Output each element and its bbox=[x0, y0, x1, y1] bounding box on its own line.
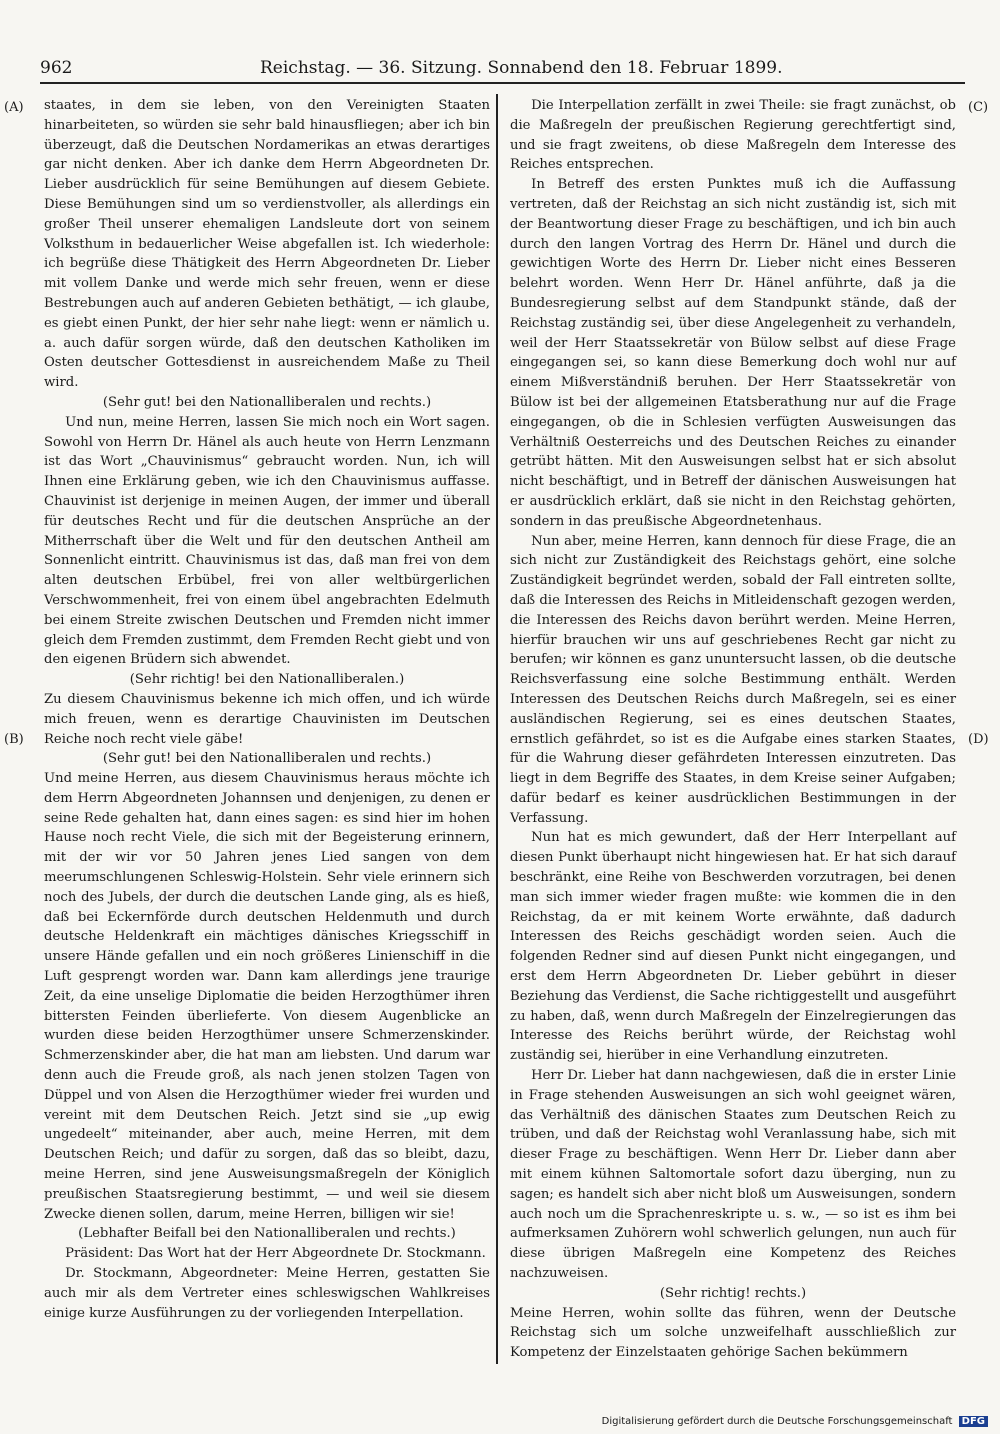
header-rule bbox=[40, 82, 965, 84]
paragraph: Meine Herren, wohin sollte das führen, wenn der Deutsche Reichstag sich um solche unzweifelhaft ausschließlich zur Kompetenz der Einzelstaaten gehörige Sachen bekümmern bbox=[510, 1305, 956, 1361]
margin-marker-d: (D) bbox=[968, 732, 989, 747]
paragraph: Und nun, meine Herren, lassen Sie mich noch ein Wort sagen. Sowohl von Herrn Dr. Hänel als auch heute von Herrn Lenzmann ist das Wort „Chauvinismus“ gebraucht worden. Nun, ich will Ihnen eine Erklärung geben, wie ich den Chauvinismus auffasse. Chauvinist ist derjenige in meinen Augen, der immer und überall für deutsches Recht und für die deutschen Ansprüche an der Mitherrschaft über die Welt und für den deutschen Antheil am Sonnenlicht eintritt. Chauvinismus ist das, daß man frei von dem alten deutschen Erbübel, frei von aller weltbürgerlichen Verschwommenheit, frei von einem übel angebrachten Edelmuth bei einem Streite zwischen Deutschen und Fremden nicht immer gleich dem Fremden zustimmt, dem Fremden Recht giebt und von den eigenen Brüdern sich abwendet. bbox=[44, 414, 490, 668]
paragraph: Und meine Herren, aus diesem Chauvinismus heraus möchte ich dem Herrn Abgeordneten Johannsen und denjenigen, zu denen er seine Rede gehalten hat, dann eines sagen: es sind hier im hohen Hause noch recht Viele, die sich mit der Begeisterung erinnern, mit der wir vor 50 Jahren jenes Lied sangen von dem meerumschlungenen Schleswig-Holstein. Sehr viele erinnern sich noch des Jubels, der durch die deutschen Lande ging, als es hieß, daß bei Eckernförde durch deutschen Heldenmuth und durch deutsche Heldenkraft ein mächtiges dänisches Kriegsschiff in unsere Hände gefallen und ein noch größeres Linienschiff in die Luft gesprengt worden war. Dann kam allerdings jene traurige Zeit, da eine unselige Diplomatie die beiden Herzogthümer ihren bittersten Feinden überlieferte. Von diesem Augenblicke an wurden diese beiden Herzogthümer unsere Schmerzenskinder. Schmerzenskinder aber, die hat man am liebsten. Und darum war denn auch die Freude groß, als nach jenen stolzen Tagen von Düppel und von Alsen die Herzogthümer wieder frei wurden und vereint mit dem Deutschen Reich. Jetzt sind sie „up ewig ungedeelt“ miteinander, aber auch, meine Herren, mit dem Deutschen Reich; und dafür zu sorgen, daß das so bleibt, dazu, meine Herren, sind jene Ausweisungsmaßregeln der Königlich preußischen Staatsregierung bestimmt, — und weil sie diesem Zwecke dienen sollen, darum, meine Herren, billigen wir sie! bbox=[44, 771, 490, 1222]
right-column bbox=[510, 96, 956, 1363]
dfg-logo: DFG bbox=[959, 1416, 988, 1427]
paragraph: Die Interpellation zerfällt in zwei Theile: sie fragt zunächst, ob die Maßregeln der preußischen Regierung gerechtfertigt sind, und sie fragt zweitens, ob diese Maßregeln dem Interesse des Reiches entsprechen. bbox=[510, 98, 956, 173]
paragraph: Nun hat es mich gewundert, daß der Herr Interpellant auf diesen Punkt überhaupt nicht hingewiesen hat. Er hat sich darauf beschränkt, eine Reihe von Beschwerden vorzutragen, bei denen man sich immer wieder fragen mußte: wie kommen die in den Reichstag, da er mit keinem Worte erwähnte, daß dadurch Interessen des Reichs geschädigt worden seien. Auch die folgenden Redner sind auf diesen Punkt nicht eingegangen, und erst dem Herrn Abgeordneten Dr. Lieber gebührt in dieser Beziehung das Verdienst, die Sache richtiggestellt und ausgeführt zu haben, daß, wenn durch Maßregeln der Einzelregierungen das Interesse des Reichs berührt würde, der Reichstag wohl zuständig sei, hierüber in eine Verhandlung einzutreten. bbox=[510, 830, 956, 1064]
paragraph: Präsident: Das Wort hat der Herr Abgeordnete Dr. Stockmann. bbox=[65, 1246, 486, 1262]
margin-marker-b: (B) bbox=[4, 732, 24, 747]
page-number: 962 bbox=[40, 58, 73, 78]
footer bbox=[602, 1416, 988, 1427]
paragraph: staates, in dem sie leben, von den Vereinigten Staaten hinarbeiteten, so würden sie sehr bald hinausfliegen; aber ich bin überzeugt, daß die Deutschen Nordamerikas an etwas derartiges gar nicht denken. Aber ich danke dem Herrn Abgeordneten Dr. Lieber ausdrücklich für seine Bemühungen auf diesem Gebiete. Diese Bemühungen sind um so verdienstvoller, als allerdings ein großer Theil unserer ehemaligen Landsleute dort von seinem Volksthum in bedauerlicher Weise abgefallen ist. Ich wiederhole: ich begrüße diese Thätigkeit des Herrn Abgeordneten Dr. Lieber mit vollem Danke und werde mich sehr freuen, wenn er diese Bestrebungen auch auf anderen Gebieten bethätigt, — ich glaube, es giebt einen Punkt, der hier sehr nahe liegt: wenn er nämlich u. a. auch dafür sorgen würde, daß den deutschen Katholiken im Osten deutscher Gottesdienst in ausreichendem Maße zu Theil wird. bbox=[44, 98, 490, 391]
paragraph: Herr Dr. Lieber hat dann nachgewiesen, daß die in erster Linie in Frage stehenden Ausweisungen an sich wohl geeignet wären, das Verhältniß des dänischen Staates zum Deutschen Reich zu trüben, und daß der Reichstag wohl Veranlassung habe, sich mit dieser Frage zu beschäftigen. Wenn Herr Dr. Lieber dann aber mit einem kühnen Saltomortale sofort dazu überging, nun zu sagen; es handelt sich aber nicht bloß um Ausweisungen, sondern auch noch um die Sprachenreskripte u. s. w., — so ist es ihm bei aufmerksamen Zuhörern wohl schwerlich gelungen, nun auch für diese übrigen Maßregeln eine Kompetenz des Reiches nachzuweisen. bbox=[510, 1068, 956, 1282]
page-header bbox=[40, 58, 965, 80]
footer-text: Digitalisierung gefördert durch die Deutsche Forschungsgemeinschaft bbox=[601, 1416, 953, 1427]
paragraph: In Betreff des ersten Punktes muß ich die Auffassung vertreten, daß der Reichstag an sich nicht zuständig ist, sich mit der Beantwortung dieser Frage zu beschäftigen, und ich bin auch durch den langen Vortrag des Herrn Dr. Hänel und durch die gewichtigen Worte des Herrn Dr. Lieber nicht eines Besseren belehrt worden. Wenn Herr Dr. Hänel anführte, daß ja die Bundesregierung selbst auf dem Standpunkt stände, daß der Reichstag zuständig sei, über diese Angelegenheit zu verhandeln, weil der Herr Staatssekretär von Bülow selbst auf diese Frage eingegangen sei, so kann diese Bemerkung doch wohl nur auf einem Mißverständniß beruhen. Der Herr Staatssekretär von Bülow ist bei der allgemeinen Etatsberathung nur auf die Frage eingegangen, ob die in Schlesien verfügten Ausweisungen das Verhältniß Oesterreichs und des Deutschen Reiches zu einander getrübt hätten. Mit den Ausweisungen selbst hat er sich absolut nicht beschäftigt, und in Betreff der dänischen Ausweisungen hat er ausdrücklich erklärt, daß sie nicht in den Reichstag gehörten, sondern in das preußische Abgeordnetenhaus. bbox=[510, 177, 956, 529]
paragraph: Dr. Stockmann, Abgeordneter: Meine Herren, gestatten Sie auch mir als dem Vertreter eines schleswigschen Wahlkreises einige kurze Ausführungen zu der vorliegenden Interpellation. bbox=[44, 1266, 490, 1321]
left-column bbox=[44, 96, 490, 1323]
column-divider bbox=[496, 94, 498, 1364]
margin-marker-a: (A) bbox=[4, 100, 24, 115]
stage-direction: (Sehr gut! bei den Nationalliberalen und rechts.) bbox=[102, 751, 432, 767]
running-title: Reichstag. — 36. Sitzung. Sonnabend den 18. Februar 1899. bbox=[260, 58, 783, 78]
paragraph: Zu diesem Chauvinismus bekenne ich mich offen, und ich würde mich freuen, wenn es derartige Chauvinisten im Deutschen Reiche noch recht viele gäbe! bbox=[44, 691, 490, 747]
margin-marker-c: (C) bbox=[968, 100, 989, 115]
stage-direction: (Sehr gut! bei den Nationalliberalen und rechts.) bbox=[102, 394, 432, 410]
stage-direction: (Lebhafter Beifall bei den Nationalliberalen und rechts.) bbox=[78, 1226, 456, 1242]
stage-direction: (Sehr richtig! rechts.) bbox=[659, 1285, 807, 1301]
paragraph: Nun aber, meine Herren, kann dennoch für diese Frage, die an sich nicht zur Zuständigkeit des Reichstags gehört, eine solche Zuständigkeit begründet werden, sobald der Fall eintreten sollte, daß die Interessen des Reichs in Mitleidenschaft gezogen werden, die Interessen des Reichs davon berührt werden. Meine Herren, hierfür brauchen wir uns auf geschriebenes Recht gar nicht zu berufen; wir können es ganz ununtersucht lassen, ob die deutsche Reichsverfassung eine solche Bestimmung enthält. Werden Interessen des Deutschen Reichs durch Maßregeln, sei es einer ausländischen Regierung, sei es eines deutschen Staates, ernstlich gefährdet, so ist es die Aufgabe eines starken Staates, für die Wahrung dieser gefährdeten Interessen einzutreten. Das liegt in dem Begriffe des Staates, in dem Kreise seiner Aufgaben; dafür bedarf es keiner ausdrücklichen Bestimmungen in der Verfassung. bbox=[510, 533, 956, 826]
stage-direction: (Sehr richtig! bei den Nationalliberalen.) bbox=[129, 672, 405, 688]
